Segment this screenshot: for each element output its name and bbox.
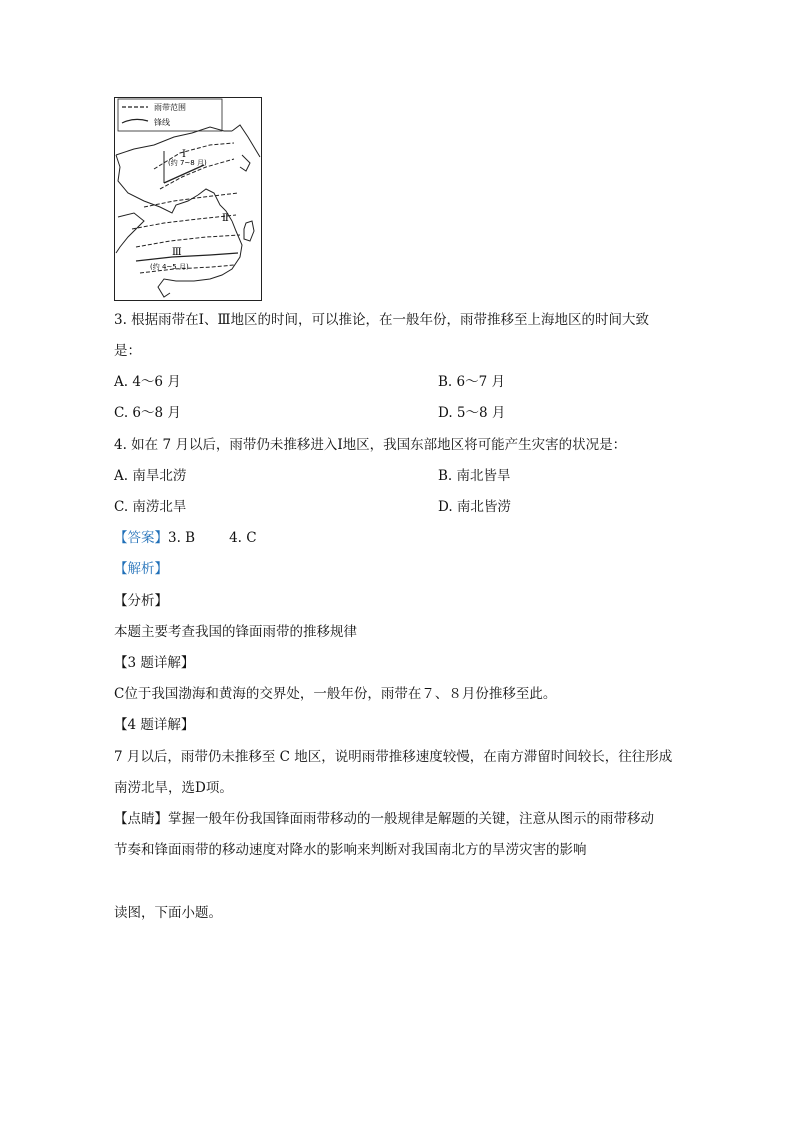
legend-front: 锋线 <box>154 118 170 127</box>
legend-rain-band: 雨带范围 <box>154 103 186 112</box>
map-legend <box>118 99 222 131</box>
answer-4: 4. C <box>229 530 257 546</box>
q4-option-b: B. 南北皆旱 <box>438 468 511 484</box>
region-2-numeral: Ⅱ <box>222 213 229 224</box>
q4-option-a: A. 南旱北涝 <box>114 468 187 484</box>
q3-stem-line1: 3. 根据雨带在Ⅰ、Ⅲ地区的时间，可以推论，在一般年份，雨带推移至上海地区的时间大致 <box>114 312 650 328</box>
detail4-text-line1: 7 月以后，雨带仍未推移至 C 地区，说明雨带推移速度较慢，在南方滞留时间较长，往往形成 <box>114 749 673 765</box>
region-3-numeral: Ⅲ <box>172 247 182 258</box>
q3-option-d: D. 5～8 月 <box>438 405 506 421</box>
q3-option-c: C. 6～8 月 <box>114 405 181 421</box>
region-1-numeral: Ⅰ <box>182 149 186 160</box>
fenxi-tag: 【分析】 <box>114 593 168 609</box>
dianjing-text-line2: 节奏和锋面雨带的移动速度对降水的影响来判断对我国南北方的旱涝灾害的影响 <box>114 842 587 858</box>
detail3-text: C位于我国渤海和黄海的交界处，一般年份，雨带在７、８月份推移至此。 <box>114 686 557 702</box>
dianjing-text1: 掌握一般年份我国锋面雨带移动的一般规律是解题的关键，注意从图示的雨带移动 <box>168 811 654 827</box>
fenxi-text: 本题主要考查我国的锋面雨带的推移规律 <box>114 624 357 640</box>
dianjing-line1 <box>114 809 654 829</box>
q3-stem-line2: 是： <box>114 343 141 359</box>
q4-option-c: C. 南涝北旱 <box>114 499 187 515</box>
analysis-tag: 【解析】 <box>114 561 168 577</box>
answer-line <box>114 528 257 548</box>
region-3-time: (约 4~5 月) <box>150 263 189 271</box>
q4-option-d: D. 南北皆涝 <box>438 499 511 515</box>
detail3-tag: 【3 题详解】 <box>114 655 195 671</box>
region-1-time: (约 7~8 月) <box>168 159 207 167</box>
q4-stem: 4. 如在 7 月以后，雨带仍未推移进入Ⅰ地区，我国东部地区将可能产生灾害的状况是： <box>114 437 627 453</box>
next-intro: 读图，下面小题。 <box>114 905 222 921</box>
answer-tag: 【答案】 <box>114 530 168 546</box>
answer-3: 3. B <box>168 530 196 546</box>
detail4-tag: 【4 题详解】 <box>114 717 195 733</box>
q3-option-b: B. 6～7 月 <box>438 374 505 390</box>
dianjing-tag: 【点睛】 <box>114 811 168 827</box>
detail4-text-line2: 南涝北旱，选D项。 <box>114 780 233 796</box>
rain-band-map <box>114 97 262 301</box>
q3-option-a: A. 4～6 月 <box>114 374 181 390</box>
